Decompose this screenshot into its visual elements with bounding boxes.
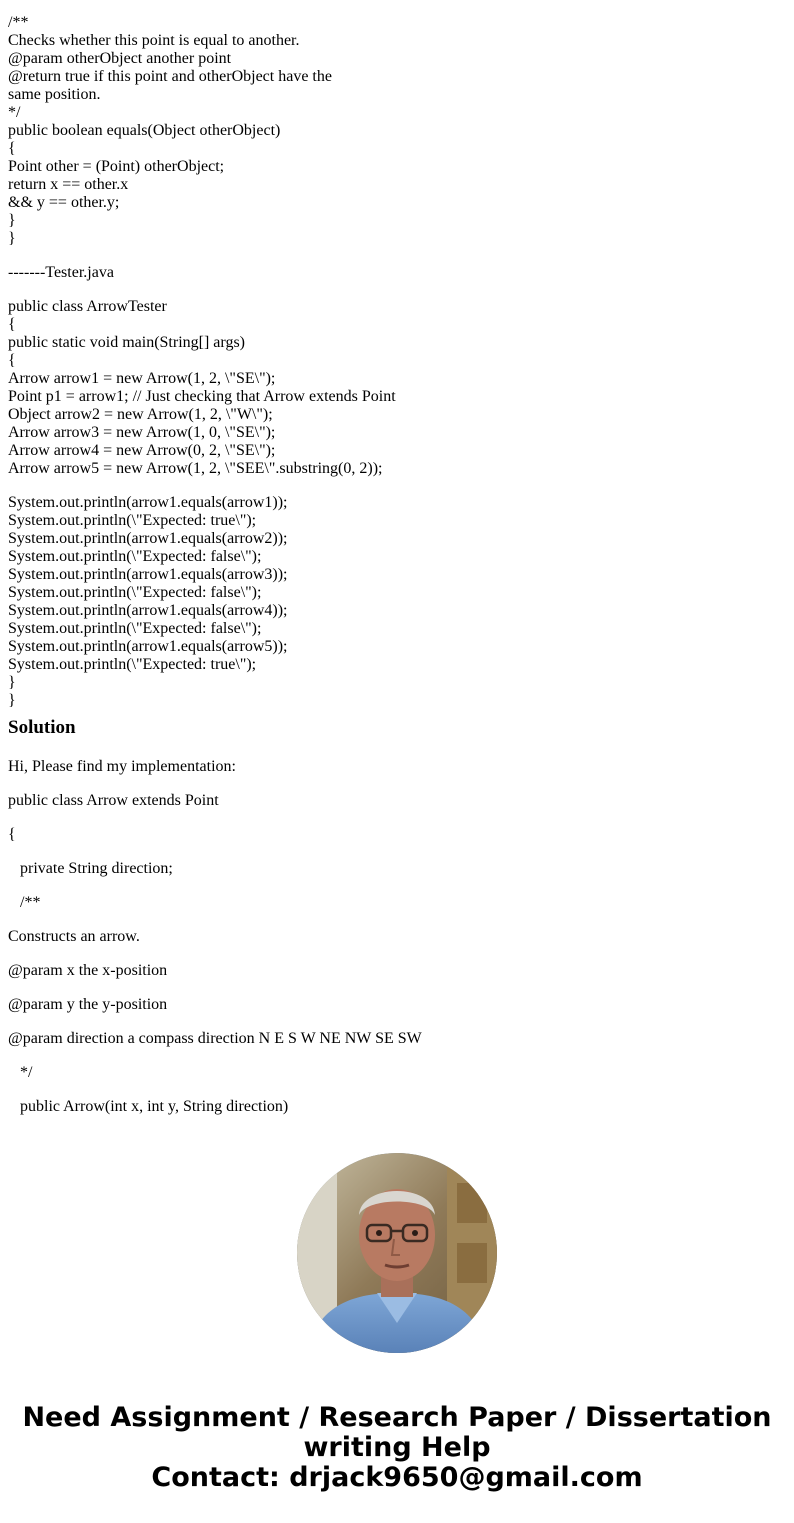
- solution-paragraph: Constructs an arrow.: [8, 928, 140, 945]
- code-line: Arrow arrow1 = new Arrow(1, 2, \"SE\");: [8, 370, 276, 387]
- tester-file-label: -------Tester.java: [8, 264, 114, 281]
- solution-body: [8, 758, 788, 1122]
- document-content: [8, 14, 788, 1122]
- code-line: System.out.println(arrow1.equals(arrow2));: [8, 530, 288, 547]
- code-line: Arrow arrow5 = new Arrow(1, 2, \"SEE\".substring(0, 2));: [8, 460, 383, 477]
- solution-heading: Solution: [8, 717, 76, 738]
- code-line: same position.: [8, 86, 101, 103]
- code-line: System.out.println(\"Expected: true\");: [8, 656, 257, 673]
- code-line: public boolean equals(Object otherObject): [8, 122, 281, 139]
- code-line: System.out.println(arrow1.equals(arrow5));: [8, 638, 288, 655]
- solution-paragraph: public class Arrow extends Point: [8, 792, 219, 809]
- banner-line-2: writing Help: [303, 1432, 491, 1463]
- solution-paragraph: Hi, Please find my implementation:: [8, 758, 236, 775]
- code-line: System.out.println(\"Expected: true\");: [8, 512, 257, 529]
- code-line: public class ArrowTester: [8, 298, 167, 315]
- code-line: @param otherObject another point: [8, 50, 232, 67]
- code-line: Checks whether this point is equal to another.: [8, 32, 300, 49]
- code-block-tester-prints: [8, 494, 788, 710]
- code-line: Object arrow2 = new Arrow(1, 2, \"W\");: [8, 406, 273, 423]
- code-line: /**: [8, 14, 29, 31]
- code-line: System.out.println(\"Expected: false\");: [8, 584, 262, 601]
- code-block-point: [8, 14, 788, 248]
- code-line: System.out.println(arrow1.equals(arrow4));: [8, 602, 288, 619]
- spacer: [8, 478, 788, 494]
- solution-paragraph: {: [8, 826, 16, 843]
- code-line: {: [8, 140, 16, 157]
- code-line: Point other = (Point) otherObject;: [8, 158, 225, 175]
- code-line: && y == other.y;: [8, 194, 120, 211]
- spacer: [8, 282, 788, 298]
- tester-label-block: [8, 264, 788, 282]
- code-line: System.out.println(arrow1.equals(arrow3));: [8, 566, 288, 583]
- code-block-tester-class: [8, 298, 788, 478]
- person-photo-icon: [297, 1153, 497, 1353]
- solution-paragraph: /**: [8, 894, 41, 911]
- code-line: }: [8, 674, 16, 691]
- code-line: }: [8, 212, 16, 229]
- banner-line-3: Contact: drjack9650@gmail.com: [151, 1462, 643, 1493]
- code-line: Arrow arrow4 = new Arrow(0, 2, \"SE\");: [8, 442, 276, 459]
- contact-banner: [0, 1403, 794, 1493]
- code-line: return x == other.x: [8, 176, 129, 193]
- code-line: Point p1 = arrow1; // Just checking that Arrow extends Point: [8, 388, 396, 405]
- solution-paragraph: @param x the x-position: [8, 962, 168, 979]
- solution-paragraph: private String direction;: [8, 860, 173, 877]
- code-line: */: [8, 104, 21, 121]
- code-line: System.out.println(\"Expected: false\");: [8, 548, 262, 565]
- solution-paragraph: @param direction a compass direction N E S W NE NW SE SW: [8, 1030, 422, 1047]
- code-line: @return true if this point and otherObject have the: [8, 68, 332, 85]
- code-line: Arrow arrow3 = new Arrow(1, 0, \"SE\");: [8, 424, 276, 441]
- spacer: [8, 248, 788, 264]
- code-line: System.out.println(\"Expected: false\");: [8, 620, 262, 637]
- avatar-illustration: [297, 1153, 497, 1353]
- code-line: {: [8, 316, 16, 333]
- code-line: {: [8, 352, 16, 369]
- banner-line-1: Need Assignment / Research Paper / Dissertation: [22, 1402, 772, 1433]
- solution-paragraph: public Arrow(int x, int y, String direction): [8, 1098, 289, 1115]
- code-line: }: [8, 230, 16, 247]
- solution-paragraph: @param y the y-position: [8, 996, 168, 1013]
- code-line: System.out.println(arrow1.equals(arrow1));: [8, 494, 288, 511]
- code-line: }: [8, 692, 16, 709]
- solution-paragraph: */: [8, 1064, 33, 1081]
- code-line: public static void main(String[] args): [8, 334, 245, 351]
